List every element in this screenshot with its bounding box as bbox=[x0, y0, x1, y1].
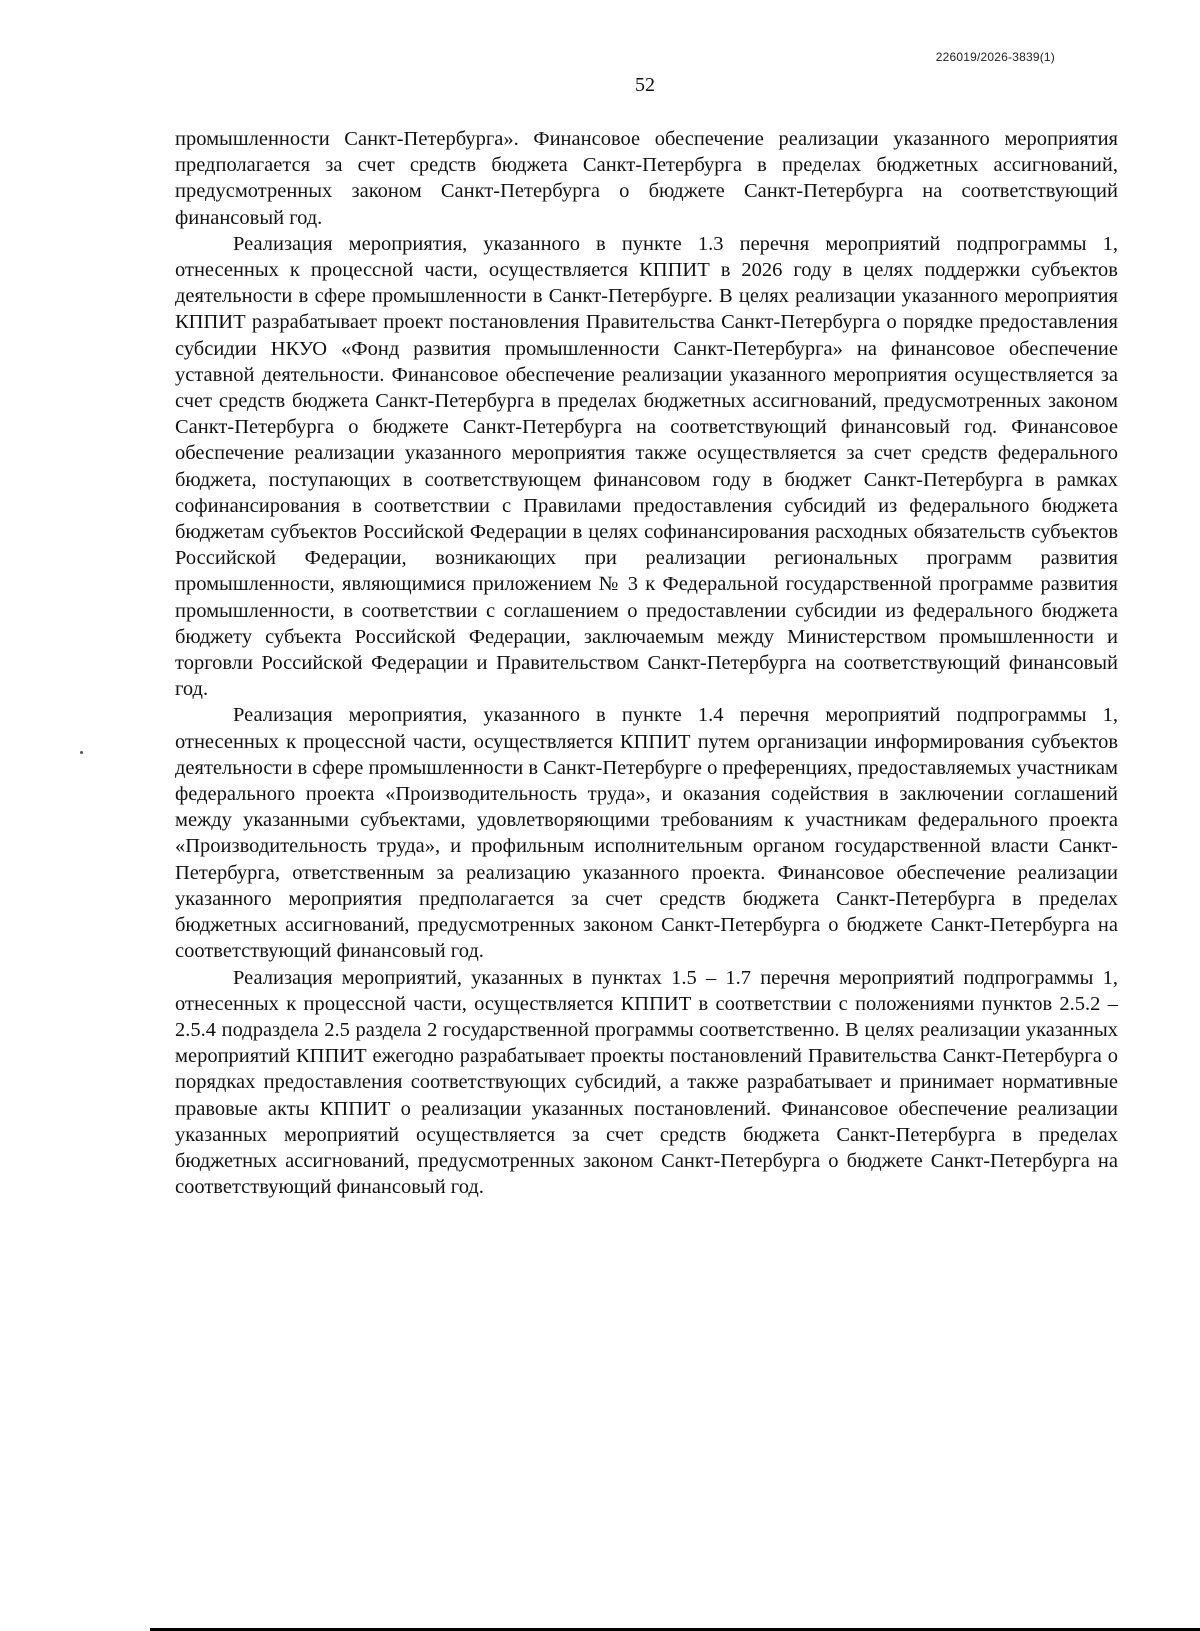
page-number: 52 bbox=[635, 74, 655, 96]
paragraph-continuation: промышленности Санкт-Петербурга». Финансовое обеспечение реализации указанного мероприятия предполагается за счет средств бюджета Санкт-Петербурга в пределах бюджетных ассигнований, предусмотренных законом Санкт-Петербурга о бюджете Санкт-Петербурга на соответствующий финансовый год. bbox=[175, 128, 1118, 229]
document-registration-number: 226019/2026-3839(1) bbox=[935, 50, 1055, 64]
paragraph-measures-1-5-1-7: Реализация мероприятий, указанных в пунктах 1.5 – 1.7 перечня мероприятий подпрограммы 1, отнесенных к процессной части, осуществляется КППИТ в соответствии с положениями пунктов 2.5.2 – 2.5.4 подраздела 2.5 раздела 2 государственной программы соответственно. В целях реализации указанных мероприятий КППИТ ежегодно разрабатывает проекты постановлений Правительства Санкт-Петербурга о порядках предоставления соответствующих субсидий, а также разрабатывает и принимает нормативные правовые акты КППИТ о реализации указанных постановлений. Финансовое обеспечение реализации указанных мероприятий осуществляется за счет средств бюджета Санкт-Петербурга в пределах бюджетных ассигнований, предусмотренных законом Санкт-Петербурга о бюджете Санкт-Петербурга на соответствующий финансовый год. bbox=[175, 966, 1118, 1199]
paragraph-measure-1-4: Реализация мероприятия, указанного в пункте 1.4 перечня мероприятий подпрограммы 1, отнесенных к процессной части, осуществляется КППИТ путем организации информирования субъектов деятельности в сфере промышленности в Санкт-Петербурге о преференциях, предоставляемых участникам федерального проекта «Производительность труда», и оказания содействия в заключении соглашений между указанными субъектами, удовлетворяющими требованиям к участникам федерального проекта «Производительность труда», и профильным исполнительным органом государственной власти Санкт-Петербурга, ответственным за реализацию указанного проекта. Финансовое обеспечение реализации указанного мероприятия предполагается за счет средств бюджета Санкт-Петербурга в пределах бюджетных ассигнований, предусмотренных законом Санкт-Петербурга о бюджете Санкт-Петербурга на соответствующий финансовый год. bbox=[175, 704, 1118, 963]
scan-artifact-dot bbox=[80, 751, 83, 754]
paragraph-measure-1-3: Реализация мероприятия, указанного в пункте 1.3 перечня мероприятий подпрограммы 1, отнесенных к процессной части, осуществляется КППИТ в 2026 году в целях поддержки субъектов деятельности в сфере промышленности в Санкт-Петербурге. В целях реализации указанного мероприятия КППИТ разрабатывает проект постановления Правительства Санкт-Петербурга о порядке предоставления субсидии НКУО «Фонд развития промышленности Санкт-Петербурга» на финансовое обеспечение уставной деятельности. Финансовое обеспечение реализации указанного мероприятия осуществляется за счет средств бюджета Санкт-Петербурга в пределах бюджетных ассигнований, предусмотренных законом Санкт-Петербурга о бюджете Санкт-Петербурга на соответствующий финансовый год. Финансовое обеспечение реализации указанного мероприятия также осуществляется за счет средств федерального бюджета, поступающих в соответствующем финансовом году в бюджет Санкт-Петербурга в рамках софинансирования в соответствии с Правилами предоставления субсидий из федерального бюджета бюджетам субъектов Российской Федерации в целях софинансирования расходных обязательств субъектов Российской Федерации, возникающих при реализации региональных программ развития промышленности, являющимися приложением № 3 к Федеральной государственной программе развития промышленности, в соответствии с соглашением о предоставлении субсидии из федерального бюджета бюджету субъекта Российской Федерации, заключаемым между Министерством промышленности и торговли Российской Федерации и Правительством Санкт-Петербурга на соответствующий финансовый год. bbox=[175, 232, 1118, 701]
document-body bbox=[175, 126, 1118, 1200]
